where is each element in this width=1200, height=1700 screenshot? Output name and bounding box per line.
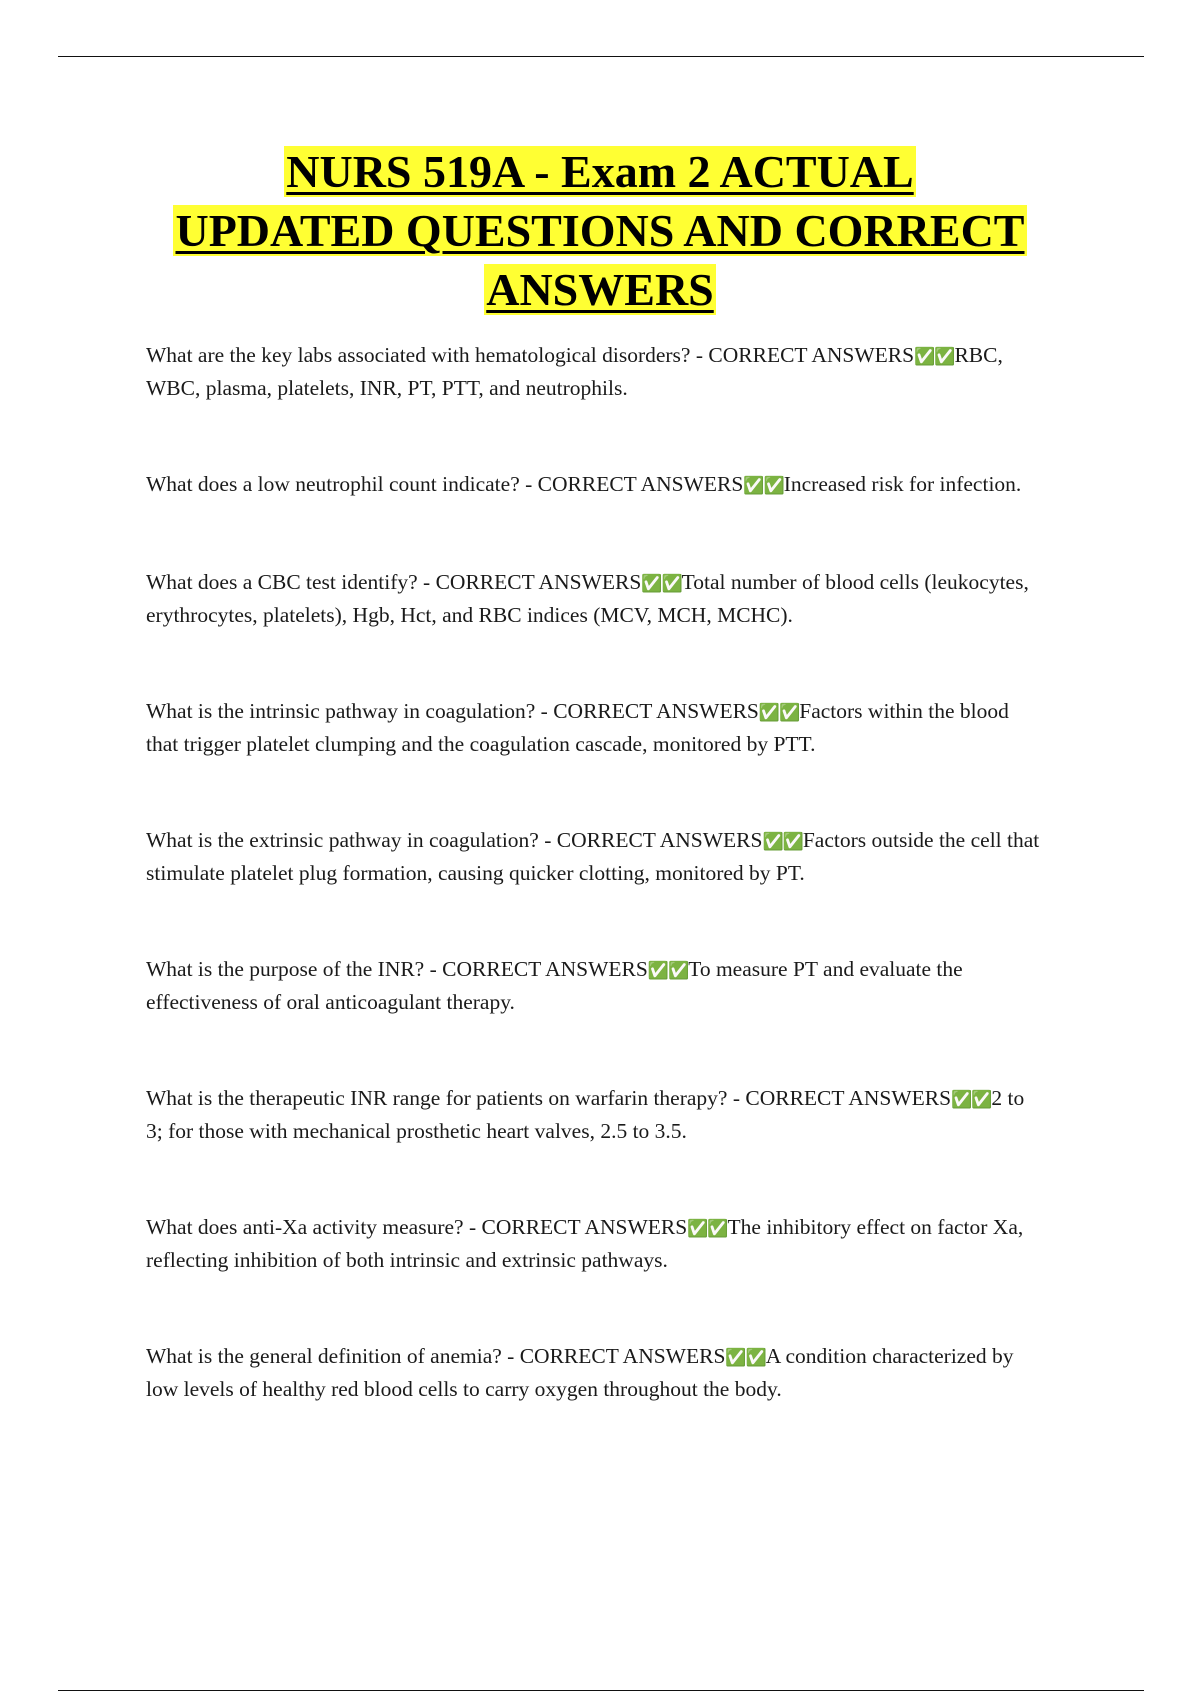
qa-item bbox=[146, 340, 1046, 404]
question-text: What does a low neutrophil count indicate? - bbox=[146, 472, 538, 496]
qa-item bbox=[146, 1083, 1046, 1147]
answer-marker: CORRECT ANSWERS bbox=[708, 343, 915, 367]
qa-item bbox=[146, 1341, 1046, 1405]
header-rule bbox=[58, 56, 1144, 57]
qa-item bbox=[146, 469, 1046, 502]
question-text: What is the extrinsic pathway in coagulation? - bbox=[146, 828, 557, 852]
question-text: What does anti-Xa activity measure? - bbox=[146, 1215, 482, 1239]
answer-text: A condition characterized by low levels of healthy red blood cells to carry oxygen throughout the body. bbox=[146, 1344, 1014, 1401]
answer-text: 2 to 3; for those with mechanical prosthetic heart valves, 2.5 to 3.5. bbox=[146, 1086, 1025, 1143]
answer-marker: CORRECT ANSWERS bbox=[435, 570, 642, 594]
title-line-2: UPDATED QUESTIONS AND CORRECT bbox=[175, 205, 1025, 256]
answer-text: Total number of blood cells (leukocytes, erythrocytes, platelets), Hgb, Hct, and RBC indices (MCV, MCH, MCHC). bbox=[146, 570, 1029, 627]
qa-item bbox=[146, 954, 1046, 1018]
double-check-icon: ✅✅ bbox=[725, 1348, 766, 1368]
question-text: What is the purpose of the INR? - bbox=[146, 957, 443, 981]
question-text: What are the key labs associated with hematological disorders? - bbox=[146, 343, 709, 367]
document-title bbox=[80, 142, 1120, 319]
answer-text: Factors outside the cell that stimulate platelet plug formation, causing quicker clotting, monitored by PT. bbox=[146, 828, 1040, 885]
question-text: What does a CBC test identify? - bbox=[146, 570, 436, 594]
question-text: What is the intrinsic pathway in coagulation? - bbox=[146, 699, 554, 723]
question-text: What is the therapeutic INR range for patients on warfarin therapy? - bbox=[146, 1086, 746, 1110]
qa-item bbox=[146, 567, 1046, 631]
answer-text: To measure PT and evaluate the effectiveness of oral anticoagulant therapy. bbox=[146, 957, 963, 1014]
footer-rule bbox=[58, 1690, 1144, 1691]
double-check-icon: ✅✅ bbox=[687, 1219, 728, 1239]
double-check-icon: ✅✅ bbox=[647, 961, 689, 981]
qa-item bbox=[146, 825, 1046, 889]
qa-item bbox=[146, 1212, 1046, 1276]
answer-marker: CORRECT ANSWERS bbox=[553, 699, 759, 723]
answer-marker: CORRECT ANSWERS bbox=[442, 957, 648, 981]
answer-text: The inhibitory effect on factor Xa, reflecting inhibition of both intrinsic and extrinsic pathways. bbox=[146, 1215, 1024, 1272]
double-check-icon: ✅✅ bbox=[758, 703, 800, 723]
double-check-icon: ✅✅ bbox=[951, 1090, 992, 1110]
answer-marker: CORRECT ANSWERS bbox=[556, 828, 763, 852]
double-check-icon: ✅✅ bbox=[743, 476, 784, 496]
answer-marker: CORRECT ANSWERS bbox=[537, 472, 744, 496]
answer-marker: CORRECT ANSWERS bbox=[481, 1215, 688, 1239]
qa-item bbox=[146, 696, 1046, 760]
answer-marker: CORRECT ANSWERS bbox=[745, 1086, 952, 1110]
answer-text: RBC, WBC, plasma, platelets, INR, PT, PTT, and neutrophils. bbox=[146, 343, 1003, 400]
double-check-icon: ✅✅ bbox=[762, 832, 803, 852]
double-check-icon: ✅✅ bbox=[641, 574, 682, 594]
qa-list bbox=[146, 340, 1046, 1470]
answer-marker: CORRECT ANSWERS bbox=[519, 1344, 726, 1368]
answer-text: Factors within the blood that trigger platelet clumping and the coagulation cascade, monitored by PTT. bbox=[146, 699, 1009, 756]
answer-text: Increased risk for infection. bbox=[783, 472, 1022, 496]
title-line-3: ANSWERS bbox=[486, 264, 714, 315]
title-line-1: NURS 519A - Exam 2 ACTUAL bbox=[286, 146, 914, 197]
double-check-icon: ✅✅ bbox=[914, 347, 955, 367]
question-text: What is the general definition of anemia? - bbox=[146, 1344, 520, 1368]
